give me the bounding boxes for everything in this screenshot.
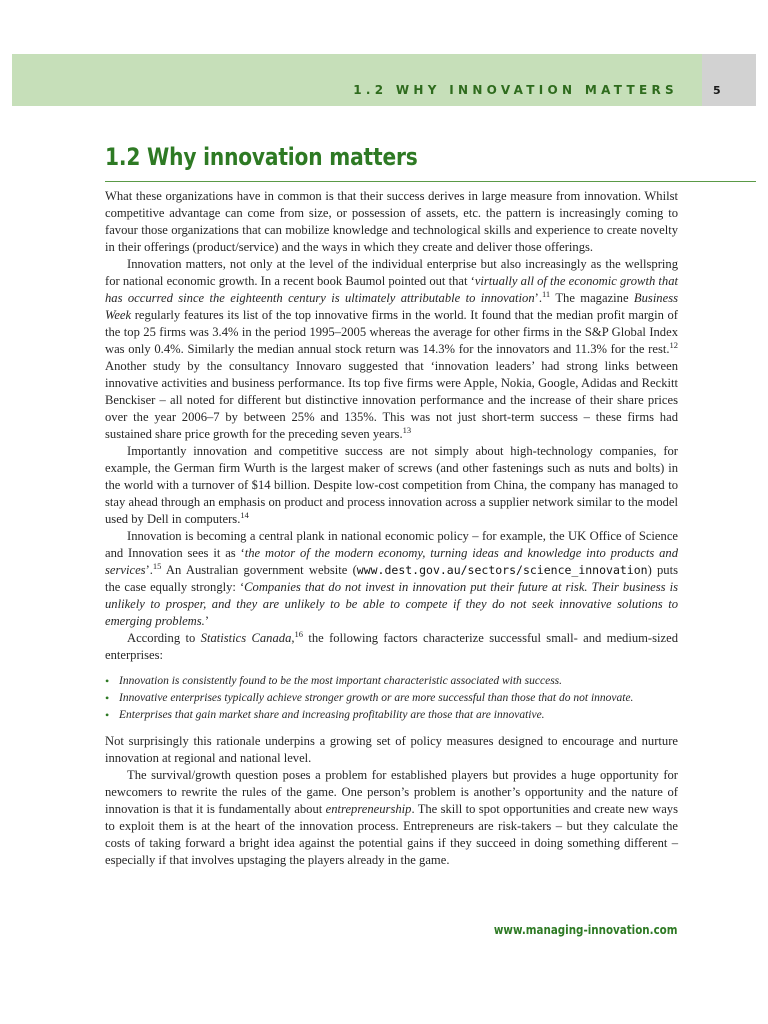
paragraph-1: What these organizations have in common is that their success derives in large measure from innovation. Whilst competitive advantage can come from size, or possession of assets, etc. the pattern is increasingly coming to favour those organizations that can mobilize knowledge and technological skills and experience to create novelty in their offerings (product/service) and the ways in which they create and deliver those offerings.	[105, 189, 678, 254]
header-band	[12, 54, 702, 106]
p2-text-b: ’.	[534, 291, 542, 305]
p4-text-b: ’.	[145, 563, 153, 577]
bullet-item: • Innovative enterprises typically achieve stronger growth or are more successful than those that do not innovate.	[119, 690, 678, 707]
p5-text-b: ,	[291, 631, 295, 645]
p2-text-d: regularly features its list of the top innovative firms in the world. It found that the median profit margin of the top 25 firms was 3.4% in the period 1995–2005 whereas the average for other firms in the S&P Global Index was only 0.4%. Similarly the median annual stock return was 14.3% for the innovators and 11.3% for the rest.	[105, 308, 678, 356]
entrepreneurship-term: entrepreneurship	[325, 802, 412, 816]
paragraph-2	[105, 256, 678, 443]
p4-text-a: Innovation is becoming a central plank in national economic policy – for example, the UK Office of Science and Innovation sees it as ‘	[105, 529, 678, 560]
bullet-list	[105, 673, 678, 724]
body-text	[105, 188, 678, 869]
page-number: 5	[713, 84, 721, 97]
uk-office-quote: the motor of the modern economy, turning ideas and knowledge into products and services	[105, 546, 678, 577]
australian-gov-quote: Companies that do not invest in innovation put their future at risk. Their business is unlikely to prosper, and they are unlikely to be able to compete if they do not seek innovative solutions to emerging problems.	[105, 580, 678, 628]
bullet-item: • Innovation is consistently found to be the most important characteristic associated with success.	[119, 673, 678, 690]
statistics-canada: Statistics Canada	[200, 631, 292, 645]
paragraph-5	[105, 630, 678, 664]
paragraph-3	[105, 443, 678, 528]
running-head: 1.2 WHY INNOVATION MATTERS	[353, 83, 678, 97]
p2-text-e: Another study by the consultancy Innovaro suggested that ‘innovation leaders’ had strong links between innovative activities and business performance. Its top five firms were Apple, Nokia, Google, Adidas and Reckitt Benckiser – all noted for different but distinctive innovation performance and the increase of their share prices over the year 2006–7 by between 25% and 135%. This was not just short-term success – these firms had sustained share price growth for the preceding seven years.	[105, 359, 678, 441]
footnote-ref-16: 16	[294, 629, 304, 639]
footnote-ref-15: 15	[152, 561, 162, 571]
p4-text-d: ) puts the case equally strongly: ‘	[105, 563, 678, 594]
p2-text-a: Innovation matters, not only at the level of the individual enterprise but also increasingly as the wellspring for national economic growth. In a recent book Baumol pointed out that ‘	[105, 257, 678, 288]
p4-text-e: ’	[204, 614, 210, 628]
bullet-item: • Enterprises that gain market share and increasing profitability are those that are innovative.	[119, 707, 678, 724]
p2-text-c: The magazine	[550, 291, 634, 305]
section-title: 1.2 Why innovation matters	[105, 143, 418, 171]
footnote-ref-12: 12	[669, 340, 678, 350]
page-number-tab	[702, 54, 756, 106]
paragraph-7	[105, 767, 678, 869]
footer-url[interactable]: www.managing-innovation.com	[494, 923, 678, 937]
p3-text-a: Importantly innovation and competitive success are not simply about high-technology companies, for example, the German firm Wurth is the largest maker of screws (and other fastenings such as nuts and bolts) in the world with a turnover of $14 billion. Despite low-cost competition from China, the company has managed to stay ahead through an emphasis on product and process innovation across a supplier network similar to the model used by Dell in computers.	[105, 444, 678, 526]
footnote-ref-13: 13	[402, 425, 412, 435]
business-week-title: Business Week	[105, 291, 678, 322]
title-rule	[105, 181, 756, 182]
p7-text-b: . The skill to spot opportunities and create new ways to exploit them is at the heart of the innovation process. Entrepreneurs are risk-takers – but they calculate the costs of taking forward a bright idea against the potential gains if they succeed in doing something different – especially if that involves upstaging the players already in the game.	[105, 802, 678, 867]
p5-text-c: the following factors characterize successful small- and medium-sized enterprises:	[105, 631, 679, 662]
paragraph-6: Not surprisingly this rationale underpins a growing set of policy measures designed to encourage and nurture innovation at regional and national level.	[105, 734, 678, 765]
baumol-quote: virtually all of the economic growth that has occurred since the eighteenth century is ultimately attributable to innovation	[105, 274, 678, 305]
footnote-ref-11: 11	[542, 289, 551, 299]
p4-text-c: An Australian government website (	[161, 563, 357, 577]
australian-gov-url[interactable]: www.dest.gov.au/sectors/science_innovation	[356, 563, 648, 577]
p7-text-a: The survival/growth question poses a problem for established players but provides a huge opportunity for newcomers to rewrite the rules of the game. One person’s problem is another’s opportunity and the nature of innovation is that it is fundamentally about	[105, 768, 678, 816]
p5-text-a: According to	[127, 631, 201, 645]
footnote-ref-14: 14	[240, 510, 249, 520]
paragraph-4	[105, 528, 678, 630]
